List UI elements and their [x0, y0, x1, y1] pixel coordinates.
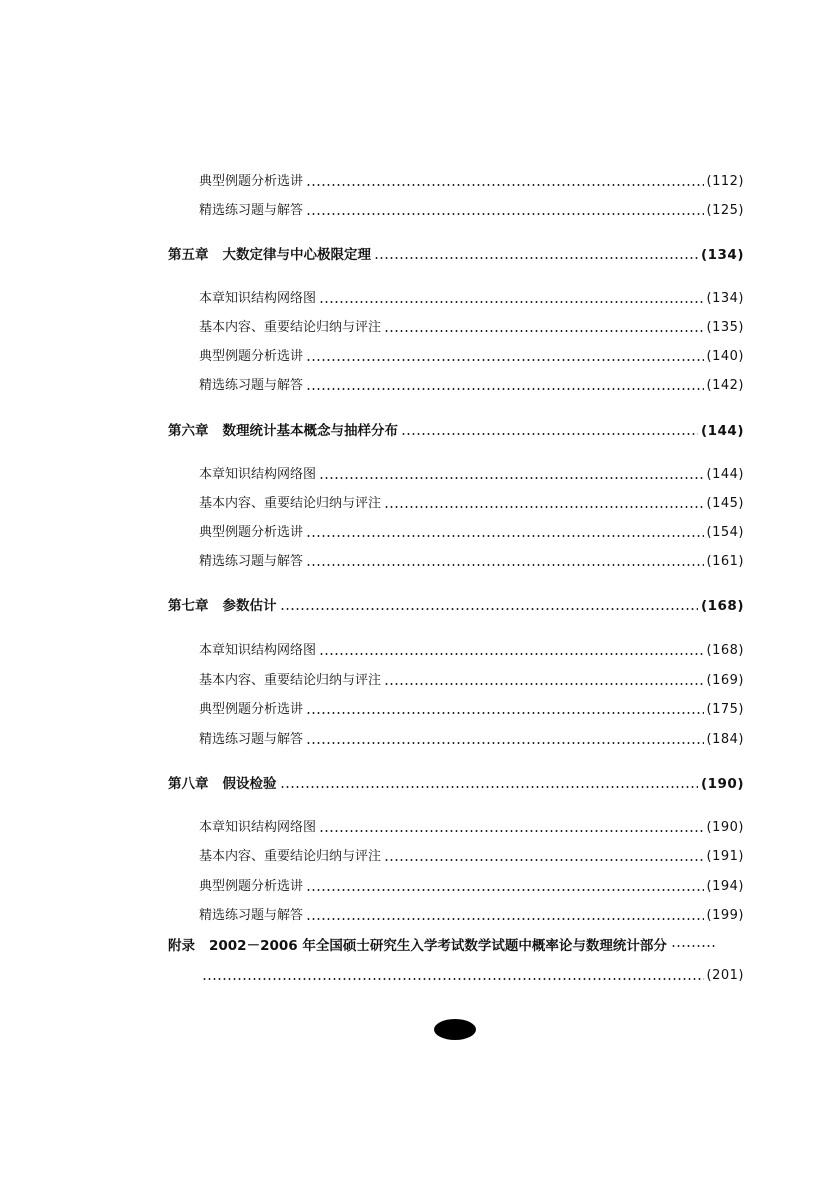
toc-entry: [199, 732, 744, 748]
appendix-heading: [168, 938, 744, 954]
leader-dots: [306, 889, 704, 891]
leader-dots: [306, 184, 704, 186]
chapter-title: 数理统计基本概念与抽样分布: [222, 423, 398, 439]
leader-dots: [306, 213, 704, 215]
toc-entry-title: 本章知识结构网络图: [199, 291, 317, 306]
appendix-title: 2002－2006 年全国硕士研究生入学考试数学试题中概率论与数理统计部分: [209, 938, 667, 954]
toc-entry: [199, 643, 744, 659]
toc-entry: [199, 203, 744, 219]
toc-entry: [199, 320, 744, 336]
leader-dots: [319, 830, 704, 832]
toc-entry: [199, 879, 744, 895]
toc-entry-title: 基本内容、重要结论归纳与评注: [199, 673, 382, 688]
leader-dots: [306, 918, 704, 920]
toc-entry-title: 基本内容、重要结论归纳与评注: [199, 496, 382, 511]
toc-entry-page: (145): [706, 496, 744, 511]
toc-entry-page: (134): [706, 291, 744, 306]
chapter-title: 大数定律与中心极限定理: [222, 247, 371, 263]
toc-entry-page: (154): [706, 525, 744, 540]
chapter-number: 第六章: [168, 423, 209, 439]
toc-entry-title: 基本内容、重要结论归纳与评注: [199, 849, 382, 864]
leader-dots: [306, 712, 704, 714]
chapter-number: 第七章: [168, 598, 209, 614]
chapter-title: 假设检验: [222, 776, 277, 792]
leader-dots: [306, 388, 704, 390]
toc-entry-page: (191): [706, 849, 744, 864]
toc-entry: [199, 349, 744, 365]
leader-dots: [202, 978, 704, 980]
toc-entry-title: 精选练习题与解答: [199, 203, 304, 218]
toc-chapter: [168, 598, 744, 614]
leader-dots: [384, 683, 704, 685]
toc-entry-title: 典型例题分析选讲: [199, 879, 304, 894]
toc-entry: [199, 291, 744, 307]
leader-dots: [306, 564, 704, 566]
toc-chapter: [168, 247, 744, 263]
toc-entry-page: (112): [706, 174, 744, 189]
toc-entry-page: (175): [706, 702, 744, 717]
leader-dots: [280, 786, 698, 788]
chapter-title: 参数估计: [222, 598, 277, 614]
chapter-number: 第五章: [168, 247, 209, 263]
toc-entry-page: (144): [706, 467, 744, 482]
toc-entry-page: (199): [706, 908, 744, 923]
toc-entry-title: 本章知识结构网络图: [199, 467, 317, 482]
toc-entry-title: 本章知识结构网络图: [199, 820, 317, 835]
toc-chapter: [168, 776, 744, 792]
leader-dots: [384, 506, 704, 508]
toc-entry-title: 本章知识结构网络图: [199, 643, 317, 658]
leader-dots: [384, 859, 704, 861]
toc-entry-page: (184): [706, 732, 744, 747]
toc-entry: [199, 378, 744, 394]
toc-entry-page: (169): [706, 673, 744, 688]
toc-entry: [199, 908, 744, 924]
leader-dots: [306, 535, 704, 537]
toc-entry-title: 基本内容、重要结论归纳与评注: [199, 320, 382, 335]
leader-dots: [280, 608, 698, 610]
leader-dots: [401, 433, 698, 435]
toc-entry-page: (190): [706, 820, 744, 835]
toc-entry-title: 精选练习题与解答: [199, 554, 304, 569]
appendix-number: 附录: [168, 938, 195, 954]
leader-dots: [384, 330, 704, 332]
toc-entry: [199, 554, 744, 570]
leader-dots: [306, 359, 704, 361]
page-number-mark: [434, 1019, 476, 1040]
toc-entry-title: 精选练习题与解答: [199, 908, 304, 923]
toc-entry-page: (168): [706, 643, 744, 658]
toc-entry-title: 精选练习题与解答: [199, 732, 304, 747]
toc-chapter: [168, 423, 744, 439]
toc-entry-page: (140): [706, 349, 744, 364]
leader-dots: [374, 257, 698, 259]
toc-entry-page: (125): [706, 203, 744, 218]
toc-entry: [199, 525, 744, 541]
toc-entry-page: (161): [706, 554, 744, 569]
toc-entry-page: (190): [700, 776, 744, 792]
toc-entry: [199, 673, 744, 689]
toc-entry-page: (168): [700, 598, 744, 614]
toc-entry-page: (194): [706, 879, 744, 894]
leader-dots: [306, 742, 704, 744]
leader-dots: [319, 477, 704, 479]
toc-entry-page: (134): [700, 247, 744, 263]
toc-entry-page: (135): [706, 320, 744, 335]
toc-entry-page: (201): [706, 968, 744, 983]
toc-entry-page: (144): [700, 423, 744, 439]
leader-dots: [319, 653, 704, 655]
toc-entry-title: 精选练习题与解答: [199, 378, 304, 393]
toc-entry: [199, 496, 744, 512]
chapter-number: 第八章: [168, 776, 209, 792]
toc-entry: [199, 174, 744, 190]
appendix-page-row: [199, 968, 744, 984]
toc-entry: [199, 820, 744, 836]
leader-dots: [671, 945, 715, 947]
toc-entry-title: 典型例题分析选讲: [199, 702, 304, 717]
leader-dots: [319, 301, 704, 303]
toc-entry: [199, 702, 744, 718]
toc-entry-title: 典型例题分析选讲: [199, 525, 304, 540]
toc-entry-title: 典型例题分析选讲: [199, 349, 304, 364]
toc-entry-title: 典型例题分析选讲: [199, 174, 304, 189]
toc-entry-page: (142): [706, 378, 744, 393]
toc-entry: [199, 849, 744, 865]
toc-entry: [199, 467, 744, 483]
